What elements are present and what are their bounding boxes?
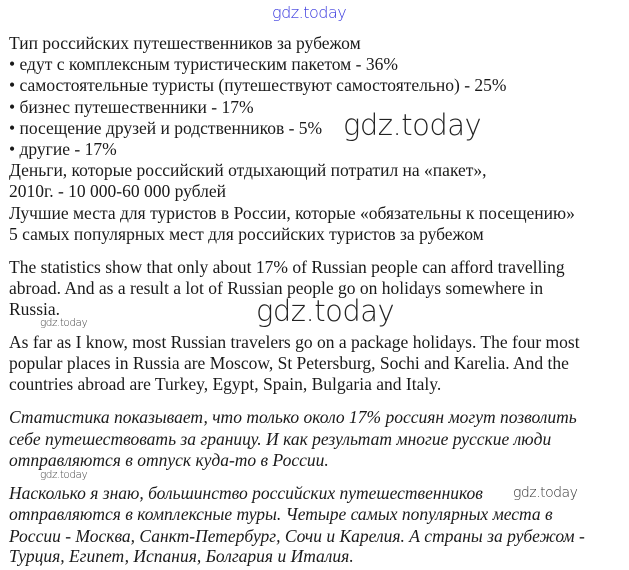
- watermark-top: gdz.today: [272, 3, 347, 22]
- english-p1-line: abroad. And as a result a lot of Russian people go on holidays somewhere in: [9, 278, 544, 298]
- english-p2-line: countries abroad are Turkey, Egypt, Spain, Bulgaria and Italy.: [9, 374, 442, 394]
- english-p2-line: As far as I know, most Russian travelers go on a package holidays. The four most: [9, 332, 580, 352]
- russian-p2-line: Насколько я знаю, большинство российских путешественников: [9, 483, 483, 503]
- stats-item: • бизнес путешественники - 17%: [9, 97, 254, 117]
- english-p1-line: Russia.: [9, 299, 61, 319]
- money-line: 2010г. - 10 000-60 000 рублей: [9, 181, 226, 201]
- watermark-large: gdz.today: [256, 294, 395, 328]
- watermark-small: gdz.today: [513, 485, 578, 501]
- watermark-small: gdz.today: [40, 469, 88, 481]
- russian-p2-line: России - Москва, Санкт-Петербург, Сочи и Карелия. А страны за рубежом -: [9, 526, 585, 546]
- best-places-line: Лучшие места для туристов в России, которые «обязательны к посещению»: [9, 203, 575, 223]
- russian-p2-line: отправляются в комплексные туры. Четыре самых популярных места в: [9, 504, 553, 524]
- russian-p1-line: отправляются в отпуск куда-то в России.: [9, 450, 329, 470]
- english-p1-line: The statistics show that only about 17% of Russian people can afford travelling: [9, 257, 565, 277]
- stats-item: • самостоятельные туристы (путешествуют самостоятельно) - 25%: [9, 75, 507, 95]
- money-line: Деньги, которые российский отдыхающий потратил на «пакет»,: [9, 160, 487, 180]
- english-p2-line: popular places in Russia are Moscow, St Petersburg, Sochi and Karelia. And the: [9, 353, 569, 373]
- stats-item: • едут с комплексным туристическим пакетом - 36%: [9, 54, 398, 74]
- russian-p2-line: Турция, Египет, Испания, Болгария и Италия.: [9, 546, 354, 566]
- stats-title: Тип российских путешественников за рубежом: [9, 33, 361, 53]
- watermark-large: gdz.today: [343, 108, 482, 142]
- russian-p1-line: себе путешествовать за границу. И как результат многие русские люди: [9, 429, 552, 449]
- stats-item: • посещение друзей и родственников - 5%: [9, 118, 323, 138]
- top5-line: 5 самых популярных мест для российских туристов за рубежом: [9, 224, 484, 244]
- russian-p1-line: Статистика показывает, что только около 17% россиян могут позволить: [9, 407, 577, 427]
- watermark-small: gdz.today: [40, 317, 88, 329]
- stats-item: • другие - 17%: [9, 139, 117, 159]
